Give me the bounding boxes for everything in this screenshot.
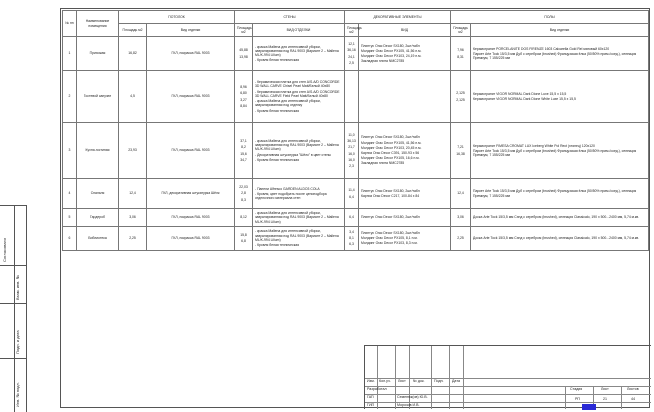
cell-floor-area-item: 12,4 <box>457 191 464 196</box>
cell-decor-qty-item: 11,0 <box>348 132 355 137</box>
cell-ceiling-finish: ГКЛ, покраска RAL 9003 <box>147 37 235 71</box>
cell-wall-area-item: 8,12 <box>240 215 247 220</box>
cell-decor-kind-item: Карниз Orac Decor C217, 100-84 х 84 <box>361 194 420 198</box>
cell-floor-area-item: 2,25 <box>457 236 464 241</box>
stamp-kuch: Кол.уч. <box>379 379 391 383</box>
cell-ceiling-area: 3,06 <box>119 209 147 227</box>
subheader-wall-finish: ВИД ОТДЕЛКИ <box>253 24 345 37</box>
table-row <box>63 71 649 123</box>
stamp-ndok: № док. <box>413 379 425 383</box>
cell-ceiling-area: 4,5 <box>119 71 147 123</box>
cell-num: 4 <box>63 179 77 209</box>
schedule-body <box>63 37 649 251</box>
cell-wall-area-item: 13,98 <box>239 54 248 59</box>
cell-wall-area <box>235 209 253 227</box>
cell-decor-kind-item: Плинтус Orac Decor SX180, 2шт/табл <box>361 215 420 220</box>
cell-decor-kind-item: Плинтус Orac Decor SX180, 2шт/табл <box>361 135 420 140</box>
cell-floor-finish-item: Паркет Arte Tock 15/3,5 мм Дуб с серебром (brushed) Французская ёлка (50/50% прим./соед.), селекция Премиум, 7 155/225 мм <box>473 148 637 158</box>
table-row <box>63 179 649 209</box>
stamp-list-label: Лист <box>601 387 609 391</box>
cell-wall-finish-item: - Керамическая плитка для стен A/S.A/D CONCORDE 3D WALL CARVE Field Pearl Matt/Белый 40x80 <box>255 89 340 98</box>
cell-decor-qty-item: 2,5 <box>349 60 354 65</box>
cell-wall-finish <box>253 209 345 227</box>
cell-decor-qty-item: 11,4 <box>348 188 355 193</box>
cell-decor-qty-item: 24,1 <box>348 54 355 59</box>
table-row <box>63 37 649 71</box>
stamp-izm: Изм. <box>367 379 375 383</box>
cell-floor-finish-item: Керамогранит VIGOR NORMAL Dark Dione Luxe 15,5 х 15,5 <box>473 91 567 96</box>
stamp-list-value: 21 <box>603 397 607 401</box>
header-walls: СТЕНЫ <box>235 11 345 24</box>
cell-num: 1 <box>63 37 77 71</box>
cell-wall-finish <box>253 37 345 71</box>
cell-ceiling-area: 12,4 <box>119 179 147 209</box>
cell-decor-kind-item: Плинтус Orac Decor SX180, 2шт/табл <box>361 188 420 193</box>
cell-ceiling-finish: ГКЛ, декоративная штукатурка Шёлк <box>147 179 235 209</box>
cell-wall-area <box>235 123 253 179</box>
stamp-gap: ГАП <box>367 395 374 399</box>
cell-wall-finish-item: - Кровля, цвет подобрать после ценоподбора отделочного материала стен <box>255 191 327 201</box>
cell-room-name: Спальня <box>77 179 119 209</box>
cell-room-name: Прихожая <box>77 37 119 71</box>
cell-decor-qty <box>345 37 359 71</box>
cell-wall-area-item: 3,27 <box>240 97 247 102</box>
side-cell-replace <box>0 265 26 303</box>
side-label-replace: Взам. инв. № <box>15 275 20 300</box>
cell-floor-finish-item: Керамогранит FIMESA CROMAT LUX Iceberg White Pol Rect (глянец) 120х120 <box>473 143 595 148</box>
cell-decor-qty-item: 12,1 <box>348 42 355 47</box>
subheader-floor-area: Площадь м2 <box>451 24 471 37</box>
cell-ceiling-area: 23,93 <box>119 123 147 179</box>
cell-decor-qty-item: 6,4 <box>349 194 354 199</box>
cell-ceiling-finish: ГКЛ, покраска RAL 9003 <box>147 209 235 227</box>
side-label-inv: Инв. № подл. <box>15 382 20 407</box>
cell-decor-qty-item: 6,3 <box>349 242 354 247</box>
cell-wall-area <box>235 179 253 209</box>
side-label-sign: Подп. и дата <box>15 330 20 354</box>
cell-wall-finish-item: - краска Mallena для интенсивной уборки, завуалированная под RAL 9003 (Вариант 2 – Mallena ML/K-994 Lilium) <box>255 211 339 224</box>
cell-floor-finish-item: Керамогранит VIGOR NORMAL Dark Dione White Luxe 15,5 х 15,5 <box>473 97 576 101</box>
stamp-podp: Подп. <box>434 379 444 383</box>
cell-decor-kind-item: Плинтус Orac Decor SX180, 2шт/табл <box>361 231 420 235</box>
cell-decor-qty-item: 2,3 <box>349 163 354 168</box>
cell-decor-kind-item: Карниз Orac Decor C391, 150-93 х 56 <box>361 151 420 155</box>
cell-floor-finish <box>471 71 649 123</box>
cell-num: 3 <box>63 123 77 179</box>
cell-wall-area <box>235 71 253 123</box>
cell-wall-area-item: 15,6 <box>240 151 247 156</box>
table-row <box>63 209 649 227</box>
stamp-name1: Семенюк(ов) Ю.В. <box>397 395 428 399</box>
cell-wall-area-item: 15,8 <box>240 233 247 238</box>
cell-wall-finish-item: - Декоративная штукатурка "Шёлк" в цвет стены <box>255 152 331 157</box>
cell-decor-kind <box>359 37 451 71</box>
cell-wall-area-item: 8,96 <box>240 85 247 90</box>
side-label-agreed: Согласовано <box>2 237 7 262</box>
cell-decor-qty <box>345 209 359 227</box>
cell-decor-qty-item: 8,1 <box>349 236 354 241</box>
cell-floor-finish <box>471 179 649 209</box>
cell-wall-finish-item: - Кровля белая техническая <box>255 243 300 247</box>
cell-floor-area-item: 16,38 <box>456 151 465 156</box>
cell-floor-area <box>451 209 471 227</box>
cell-floor-area-item: 8,31 <box>457 54 464 59</box>
table-row <box>63 123 649 179</box>
cell-floor-area-item: 2,125 <box>456 97 465 102</box>
cell-decor-qty <box>345 71 359 123</box>
cell-floor-area-item: 7,96 <box>457 48 464 53</box>
stamp-listov-label: Листов <box>627 387 639 391</box>
cell-wall-finish <box>253 123 345 179</box>
cell-room-name: Кухня-гостиная <box>77 123 119 179</box>
cell-wall-finish-item: - краска Mallena для интенсивной уборки, завуалированная под RAL 9003 (Вариант 2 – Mallena ML/K-994 Lilium) <box>255 138 339 152</box>
cell-wall-finish-item: - Кровля белая техническая <box>255 58 300 63</box>
cell-room-name: Гардероб <box>77 209 119 227</box>
cell-floor-area <box>451 179 471 209</box>
cell-floor-area-item: 2,125 <box>456 91 465 96</box>
subheader-ceil-finish: Вид отделки <box>147 24 235 37</box>
subheader-wall-area: Площадь м2 <box>235 24 253 37</box>
cell-wall-area-item: 8,2 <box>241 145 246 150</box>
cell-decor-kind-item: Молдинг Orac Decor PX103, 24,19 п.м. <box>361 54 422 58</box>
cell-wall-area-item: 6,80 <box>240 91 247 96</box>
cell-ceiling-finish: ГКЛ, покраска RAL 9003 <box>147 71 235 123</box>
stamp-stadia-value: РП <box>575 397 580 401</box>
cell-num: 2 <box>63 71 77 123</box>
cell-wall-finish-item: - Керамическая плитка для стен A/S.A/D CONCORDE 3D WALL CARVE Chisel Pearl Matt/Белый 40x80 <box>255 80 340 89</box>
cell-wall-area-item: 8,84 <box>240 103 247 108</box>
cell-ceiling-area: 16,82 <box>119 37 147 71</box>
stamp-list: Лист <box>398 379 406 383</box>
cell-floor-finish <box>471 37 649 71</box>
cell-floor-finish-item: Доска Arte Tock 15/3,5 мм Сэнд с серебром (brushed), селекция Classicalo, 190 х 500...2400 мм, 5,74 м.кв. <box>473 215 640 220</box>
cell-room-name: Гостевой санузел <box>77 71 119 123</box>
cell-wall-finish <box>253 227 345 251</box>
cell-wall-finish-item: - Панели Alfresco GARDEN ALDO3 COLA <box>255 186 320 191</box>
cell-decor-kind-item: Закладная плита NMC2785 <box>361 161 405 166</box>
cell-ceiling-finish: ГКЛ, покраска RAL 9003 <box>147 123 235 179</box>
cell-decor-qty <box>345 179 359 209</box>
cell-wall-finish <box>253 71 345 123</box>
cell-decor-kind-item: Молдинг Orac Decor PX103, 20,45 п.м. <box>361 145 422 150</box>
cell-wall-area-item: 8,3 <box>241 197 246 202</box>
stamp-stadia-label: Стадия <box>570 387 583 391</box>
cell-decor-qty-item: 36,16 <box>347 48 356 53</box>
cell-decor-kind-item: Молдинг Orac Decor PX105, 16,6 п.м. <box>361 156 420 161</box>
cell-floor-area-item: 3,06 <box>457 215 464 220</box>
cell-wall-finish-item: - Кровля белая техническая <box>255 108 300 113</box>
stamp-razrab: Разработал <box>367 387 387 391</box>
cell-floor-area <box>451 123 471 179</box>
subheader-decor-kind: ВИД <box>359 24 451 37</box>
cell-decor-qty-item: 16,0 <box>348 157 355 162</box>
cell-floor-finish-item: Паркет Arte Tock 15/3,5 мм Дуб с серебром (brushed) Французская ёлка (50/50% прим./соед.), селекция Премиум, 7 155/225 мм <box>473 189 637 198</box>
header-ceiling: ПОТОЛОК <box>119 11 235 24</box>
cell-wall-area <box>235 227 253 251</box>
cell-decor-kind <box>359 209 451 227</box>
cell-floor-area <box>451 37 471 71</box>
cell-decor-qty-item: 3,4 <box>349 230 354 234</box>
cell-floor-finish-item: Керамогранит PORCELANITE DOS FIRENZE 1603 Calcarella Gold Rel матовый 60х120 <box>473 46 610 51</box>
cell-decor-kind <box>359 71 451 123</box>
cell-wall-area-item: 22,03 <box>239 185 248 190</box>
side-cell-inv <box>0 358 26 412</box>
cell-decor-qty-item: 21,7 <box>348 145 355 150</box>
cell-floor-finish-item: Доска Arte Tock 15/3,5 мм Сэнд с серебром (brushed), селекция Classicalo, 190 х 500...2400 мм, 5,74 м.кв. <box>473 236 640 241</box>
cell-floor-finish-item: Паркет Arte Tock 15/3,5 мм Дуб с серебром (brushed) Французская ёлка (50/50% прим./соед.), селекция Премиум, 7 155/225 мм <box>473 51 637 61</box>
cell-decor-qty-item: 36,13 <box>347 139 356 144</box>
cell-ceiling-finish: ГКЛ, покраска RAL 9003 <box>147 227 235 251</box>
cell-wall-finish-item: - краска Mallena для интенсивной уборки, завуалированная под RAL 9003 (Вариант 2 – Mallena ML/K-994 Lilium) <box>255 44 339 57</box>
header-name: Наименование помещения <box>77 11 119 37</box>
side-cell-agreed <box>0 205 26 265</box>
cell-decor-kind-item: Молдинг Orac Decor PX105, 41,56 п.м. <box>361 48 422 53</box>
cell-decor-kind-item: Закладная плита NMC2785 <box>361 59 405 64</box>
blue-marker <box>582 404 596 410</box>
cell-decor-qty <box>345 123 359 179</box>
cell-decor-qty-item: 6,4 <box>349 215 354 220</box>
cell-num: 5 <box>63 209 77 227</box>
table-row <box>63 227 649 251</box>
cell-wall-finish-item: - краска Mallena для интенсивной уборки, завуалированная под RAL 9003 (Вариант 2 – Mallena ML/K-994 Lilium) <box>255 229 339 242</box>
stamp-name2: Морозов И.В. <box>397 403 420 407</box>
cell-wall-area-item: 6,8 <box>241 239 246 244</box>
cell-decor-kind <box>359 179 451 209</box>
stamp-gip: ГИП <box>367 403 375 407</box>
cell-ceiling-area: 2,25 <box>119 227 147 251</box>
cell-wall-finish-item: - Кровля белая техническая <box>255 157 300 162</box>
cell-wall-area-item: 34,7 <box>240 157 247 162</box>
cell-floor-area <box>451 227 471 251</box>
cell-wall-finish <box>253 179 345 209</box>
title-block <box>364 345 651 409</box>
header-decor: ДЕКОРАТИВНЫЕ ЭЛЕМЕНТЫ <box>345 11 451 24</box>
cell-floor-finish <box>471 123 649 179</box>
cell-num: 6 <box>63 227 77 251</box>
stamp-data: Дата <box>452 379 460 383</box>
cell-wall-area-item: 2,8 <box>241 191 246 196</box>
cell-floor-area-item: 7,21 <box>457 145 464 150</box>
cell-decor-kind <box>359 123 451 179</box>
header-num: № пп <box>63 11 77 37</box>
cell-floor-finish <box>471 209 649 227</box>
cell-wall-area-item: 45,88 <box>239 48 248 53</box>
cell-floor-finish <box>471 227 649 251</box>
finishing-schedule-table <box>62 10 649 251</box>
header-floors: ПОЛЫ <box>451 11 649 24</box>
subheader-floor-finish: Вид отделки <box>471 24 649 37</box>
cell-decor-kind <box>359 227 451 251</box>
cell-room-name: Библиотека <box>77 227 119 251</box>
side-title-strip <box>0 205 27 412</box>
stamp-listov-value: 44 <box>631 397 635 401</box>
cell-wall-area <box>235 37 253 71</box>
side-cell-sign <box>0 303 26 358</box>
subheader-decor-qty: Площадь м2 <box>345 24 359 37</box>
cell-wall-finish-item: - краска Mallena для интенсивной уборки, завуалированная под отделку <box>255 99 321 108</box>
cell-decor-kind-item: Плинтус Orac Decor SX180, 2шт/табл <box>361 43 420 48</box>
cell-wall-area-item: 37,1 <box>240 139 247 144</box>
cell-decor-kind-item: Молдинг Orac Decor PX105, 8,1 п.м. <box>361 236 418 241</box>
cell-decor-qty <box>345 227 359 251</box>
cell-decor-qty-item: 16,0 <box>348 151 355 156</box>
subheader-ceil-area: Площадь м2 <box>119 24 147 37</box>
cell-decor-kind-item: Молдинг Orac Decor PX103, 8,3 п.м. <box>361 241 418 246</box>
cell-decor-kind-item: Молдинг Orac Decor PX105, 41,56 п.м. <box>361 140 422 145</box>
cell-floor-area <box>451 71 471 123</box>
